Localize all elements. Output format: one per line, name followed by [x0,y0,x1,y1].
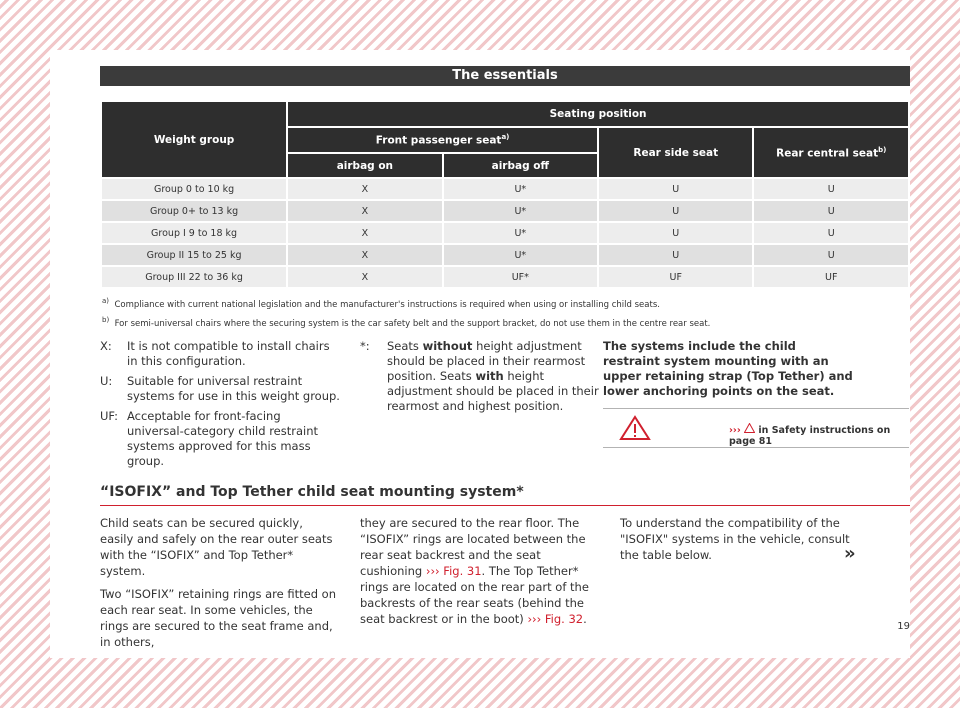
continue-icon: » [844,543,856,564]
airbag-on-header: airbag on [288,154,441,177]
asterisk-note [360,339,600,419]
section-title: “ISOFIX” and Top Tether child seat mounting system* [100,484,910,506]
legend-text: It is not compatible to install chairs in this configuration. [127,339,330,368]
list-item [100,339,340,369]
safety-instructions-link[interactable]: ››› in Safety instructions on page 81 [729,425,891,447]
small-warning-icon [744,425,755,436]
rear-side-cell: UF [599,267,752,287]
warning-box [603,408,909,448]
airbag-off-cell: U* [444,179,597,199]
weight-group-cell: Group 0+ to 13 kg [102,201,286,221]
footnote-b: $^{b)}$ For semi-universal chairs where the securing system is the car safety belt and the support bracket, do not use them in the centre rear seat. [102,315,711,329]
seating-position-header: Seating position [288,102,908,126]
airbag-on-cell: X [288,223,441,243]
airbag-on-cell: X [288,267,441,287]
rear-side-cell: U [599,201,752,221]
front-passenger-header: Front passenger seat$^{a)}$ [288,128,597,152]
rear-central-header: Rear central seat$^{b)}$ [754,128,908,177]
manual-page [50,50,910,658]
paragraph: they are secured to the rear floor. The “ISOFIX” rings are located between the rear seat backrest and the seat cushioning ››› Fig. 31. The Top Tether* rings are located on the rear part of the backrests of the rear seats (behind the seat backrest or in the boot) ››› Fig. 32. [360,516,589,626]
legend-text: Acceptable for front-facing universal-category child restraint systems approved for this mass group. [127,409,319,468]
weight-group-cell: Group I 9 to 18 kg [102,223,286,243]
weight-group-cell: Group 0 to 10 kg [102,179,286,199]
fig-32-link[interactable]: ››› Fig. 32 [527,612,584,626]
page-number: 19 [897,621,910,632]
airbag-on-cell: X [288,201,441,221]
weight-group-cell: Group III 22 to 36 kg [102,267,286,287]
list-item [100,409,340,469]
weight-group-header: Weight group [102,102,286,177]
section-column-2 [360,515,596,634]
fig-31-link[interactable]: ››› Fig. 31 [425,564,482,578]
legend-key: UF: [100,409,119,423]
airbag-off-cell: U* [444,245,597,265]
legend-key: U: [100,374,113,388]
table-row [102,223,908,243]
table-row [102,179,908,199]
table-row [102,267,908,287]
footnote-a: $^{a)}$ Compliance with current national legislation and the manufacturer's instructions is required when using or installing child seats. [102,297,660,310]
airbag-off-header: airbag off [444,154,597,177]
legend-key: X: [100,339,112,353]
list-item [100,374,340,404]
paragraph: To understand the compatibility of the "ISOFIX" systems in the vehicle, consult the table below. [620,516,850,562]
table-footnotes [102,297,910,335]
airbag-off-cell: UF* [444,267,597,287]
legend-key: *: [360,339,370,353]
legend-list [100,339,340,474]
rear-central-cell: U [754,201,908,221]
rear-side-header: Rear side seat [599,128,752,177]
legend-text: Seats without height adjustment should be placed in their rearmost position. Seats with height adjustment should be placed in their rearmost and highest position. [387,339,599,413]
list-item [360,339,600,414]
child-seat-table [100,100,910,289]
rear-central-cell: U [754,223,908,243]
chapter-header: The essentials [100,66,910,86]
paragraph: Two “ISOFIX” retaining rings are fitted on each rear seat. In some vehicles, the rings are secured to the seat frame and, in others, [100,587,337,649]
airbag-off-cell: U* [444,201,597,221]
airbag-on-cell: X [288,179,441,199]
paragraph: Child seats can be secured quickly, easily and safely on the rear outer seats with the “ISOFIX” and Top Tether* system. [100,516,333,578]
airbag-off-cell: U* [444,223,597,243]
systems-note: The systems include the child restraint system mounting with an upper retaining strap (Top Tether) and lower anchoring points on the seat. [603,339,853,398]
rear-central-cell: U [754,179,908,199]
table-row [102,245,908,265]
table-row [102,201,908,221]
airbag-on-cell: X [288,245,441,265]
rear-central-cell: UF [754,267,908,287]
rear-central-cell: U [754,245,908,265]
warning-triangle-icon [619,415,651,444]
section-column-1 [100,515,336,657]
section-column-3 [620,515,856,570]
weight-group-cell: Group II 15 to 25 kg [102,245,286,265]
rear-side-cell: U [599,179,752,199]
legend-text: Suitable for universal restraint systems for use in this weight group. [127,374,340,403]
rear-side-cell: U [599,223,752,243]
rear-side-cell: U [599,245,752,265]
